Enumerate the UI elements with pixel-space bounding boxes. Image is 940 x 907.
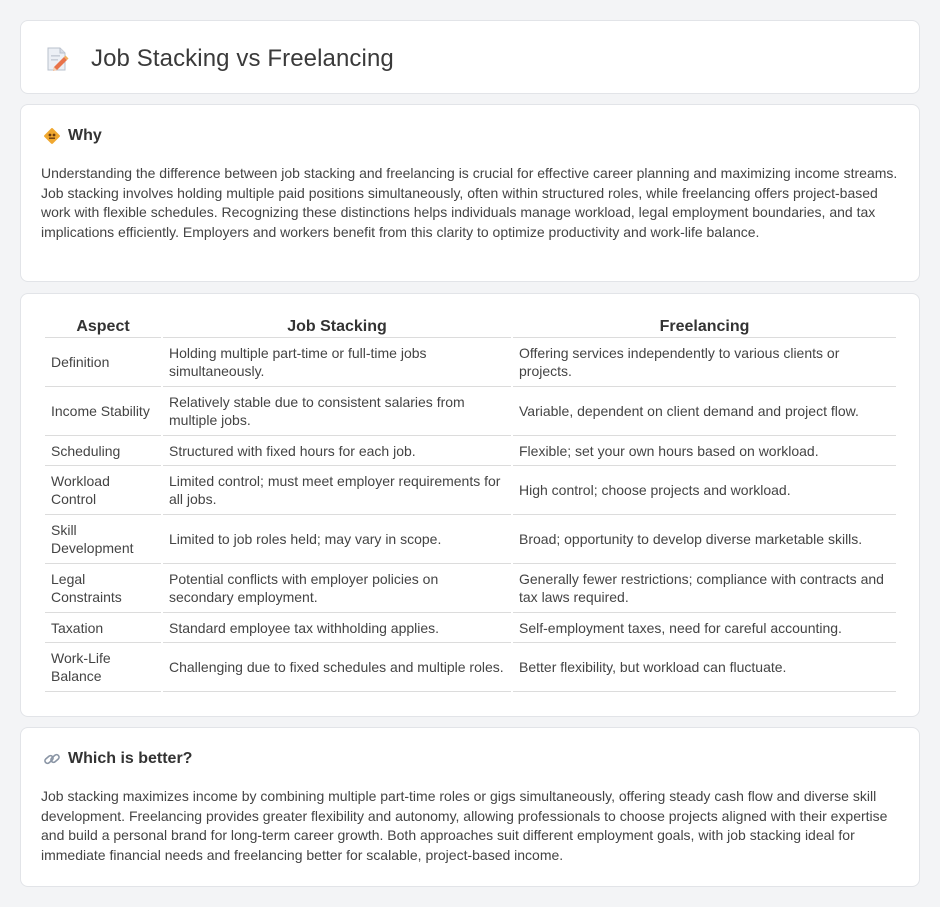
which-better-card [20,727,920,887]
which-better-heading [43,750,192,768]
freelancing-cell: Better flexibility, but workload can fluctuate. [513,643,896,692]
page-title: Job Stacking vs Freelancing [91,45,394,72]
freelancing-cell: Broad; opportunity to develop diverse marketable skills. [513,515,896,564]
freelancing-cell: Offering services independently to various clients or projects. [513,338,896,387]
freelancing-cell: Generally fewer restrictions; compliance with contracts and tax laws required. [513,564,896,613]
job-stacking-cell: Holding multiple part-time or full-time jobs simultaneously. [163,338,511,387]
table-row [45,564,896,613]
which-better-text: Job stacking maximizes income by combining multiple part-time roles or gigs simultaneously, offering steady cash flow and diverse skill development. Freelancing provides greater flexibility and autonomy, allowing professionals to choose projects aligned with their expertise and build a personal brand for long-term career growth. Both approaches suit different employment goals, with job stacking ideal for immediate financial needs and freelancing better for scalable, project-based income. [41,788,888,863]
link-icon [43,750,61,768]
why-text: Understanding the difference between job stacking and freelancing is crucial for effective career planning and maximizing income streams. Job stacking involves holding multiple paid positions simultaneously, often within structured roles, while freelancing offers project-based work with flexible schedules. Recognizing these distinctions helps individuals manage workload, legal employment boundaries, and tax implications efficiently. Employers and workers benefit from this clarity to optimize productivity and work-life balance. [41,165,898,240]
aspect-cell: Scheduling [45,436,161,466]
aspect-cell: Definition [45,338,161,387]
comparison-table [43,316,898,692]
freelancing-cell: Flexible; set your own hours based on workload. [513,436,896,466]
aspect-cell: Workload Control [45,466,161,515]
table-row [45,338,896,387]
job-stacking-cell: Standard employee tax withholding applies. [163,613,511,643]
job-stacking-cell: Limited control; must meet employer requirements for all jobs. [163,466,511,515]
column-header-job-stacking: Job Stacking [163,316,511,338]
aspect-cell: Work-Life Balance [45,643,161,692]
column-header-freelancing: Freelancing [513,316,896,338]
freelancing-cell: High control; choose projects and workload. [513,466,896,515]
freelancing-cell: Self-employment taxes, need for careful accounting. [513,613,896,643]
table-row [45,436,896,466]
aspect-cell: Skill Development [45,515,161,564]
column-header-aspect: Aspect [45,316,161,338]
why-title: Why [68,127,102,144]
table-header-row [45,316,896,338]
table-row [45,643,896,692]
job-stacking-cell: Potential conflicts with employer policies on secondary employment. [163,564,511,613]
header-card [20,20,920,94]
freelancing-cell: Variable, dependent on client demand and project flow. [513,387,896,436]
why-heading [43,127,102,145]
why-card [20,104,920,282]
aspect-cell: Income Stability [45,387,161,436]
table-row [45,515,896,564]
aspect-cell: Taxation [45,613,161,643]
diamond-sign-icon [43,127,61,145]
header-row [45,45,394,73]
job-stacking-cell: Challenging due to fixed schedules and multiple roles. [163,643,511,692]
job-stacking-cell: Structured with fixed hours for each job. [163,436,511,466]
aspect-cell: Legal Constraints [45,564,161,613]
document-pencil-icon [45,46,69,72]
job-stacking-cell: Limited to job roles held; may vary in scope. [163,515,511,564]
table-row [45,466,896,515]
table-row [45,387,896,436]
job-stacking-cell: Relatively stable due to consistent salaries from multiple jobs. [163,387,511,436]
comparison-card [20,293,920,717]
which-better-title: Which is better? [68,750,193,767]
table-row [45,613,896,643]
